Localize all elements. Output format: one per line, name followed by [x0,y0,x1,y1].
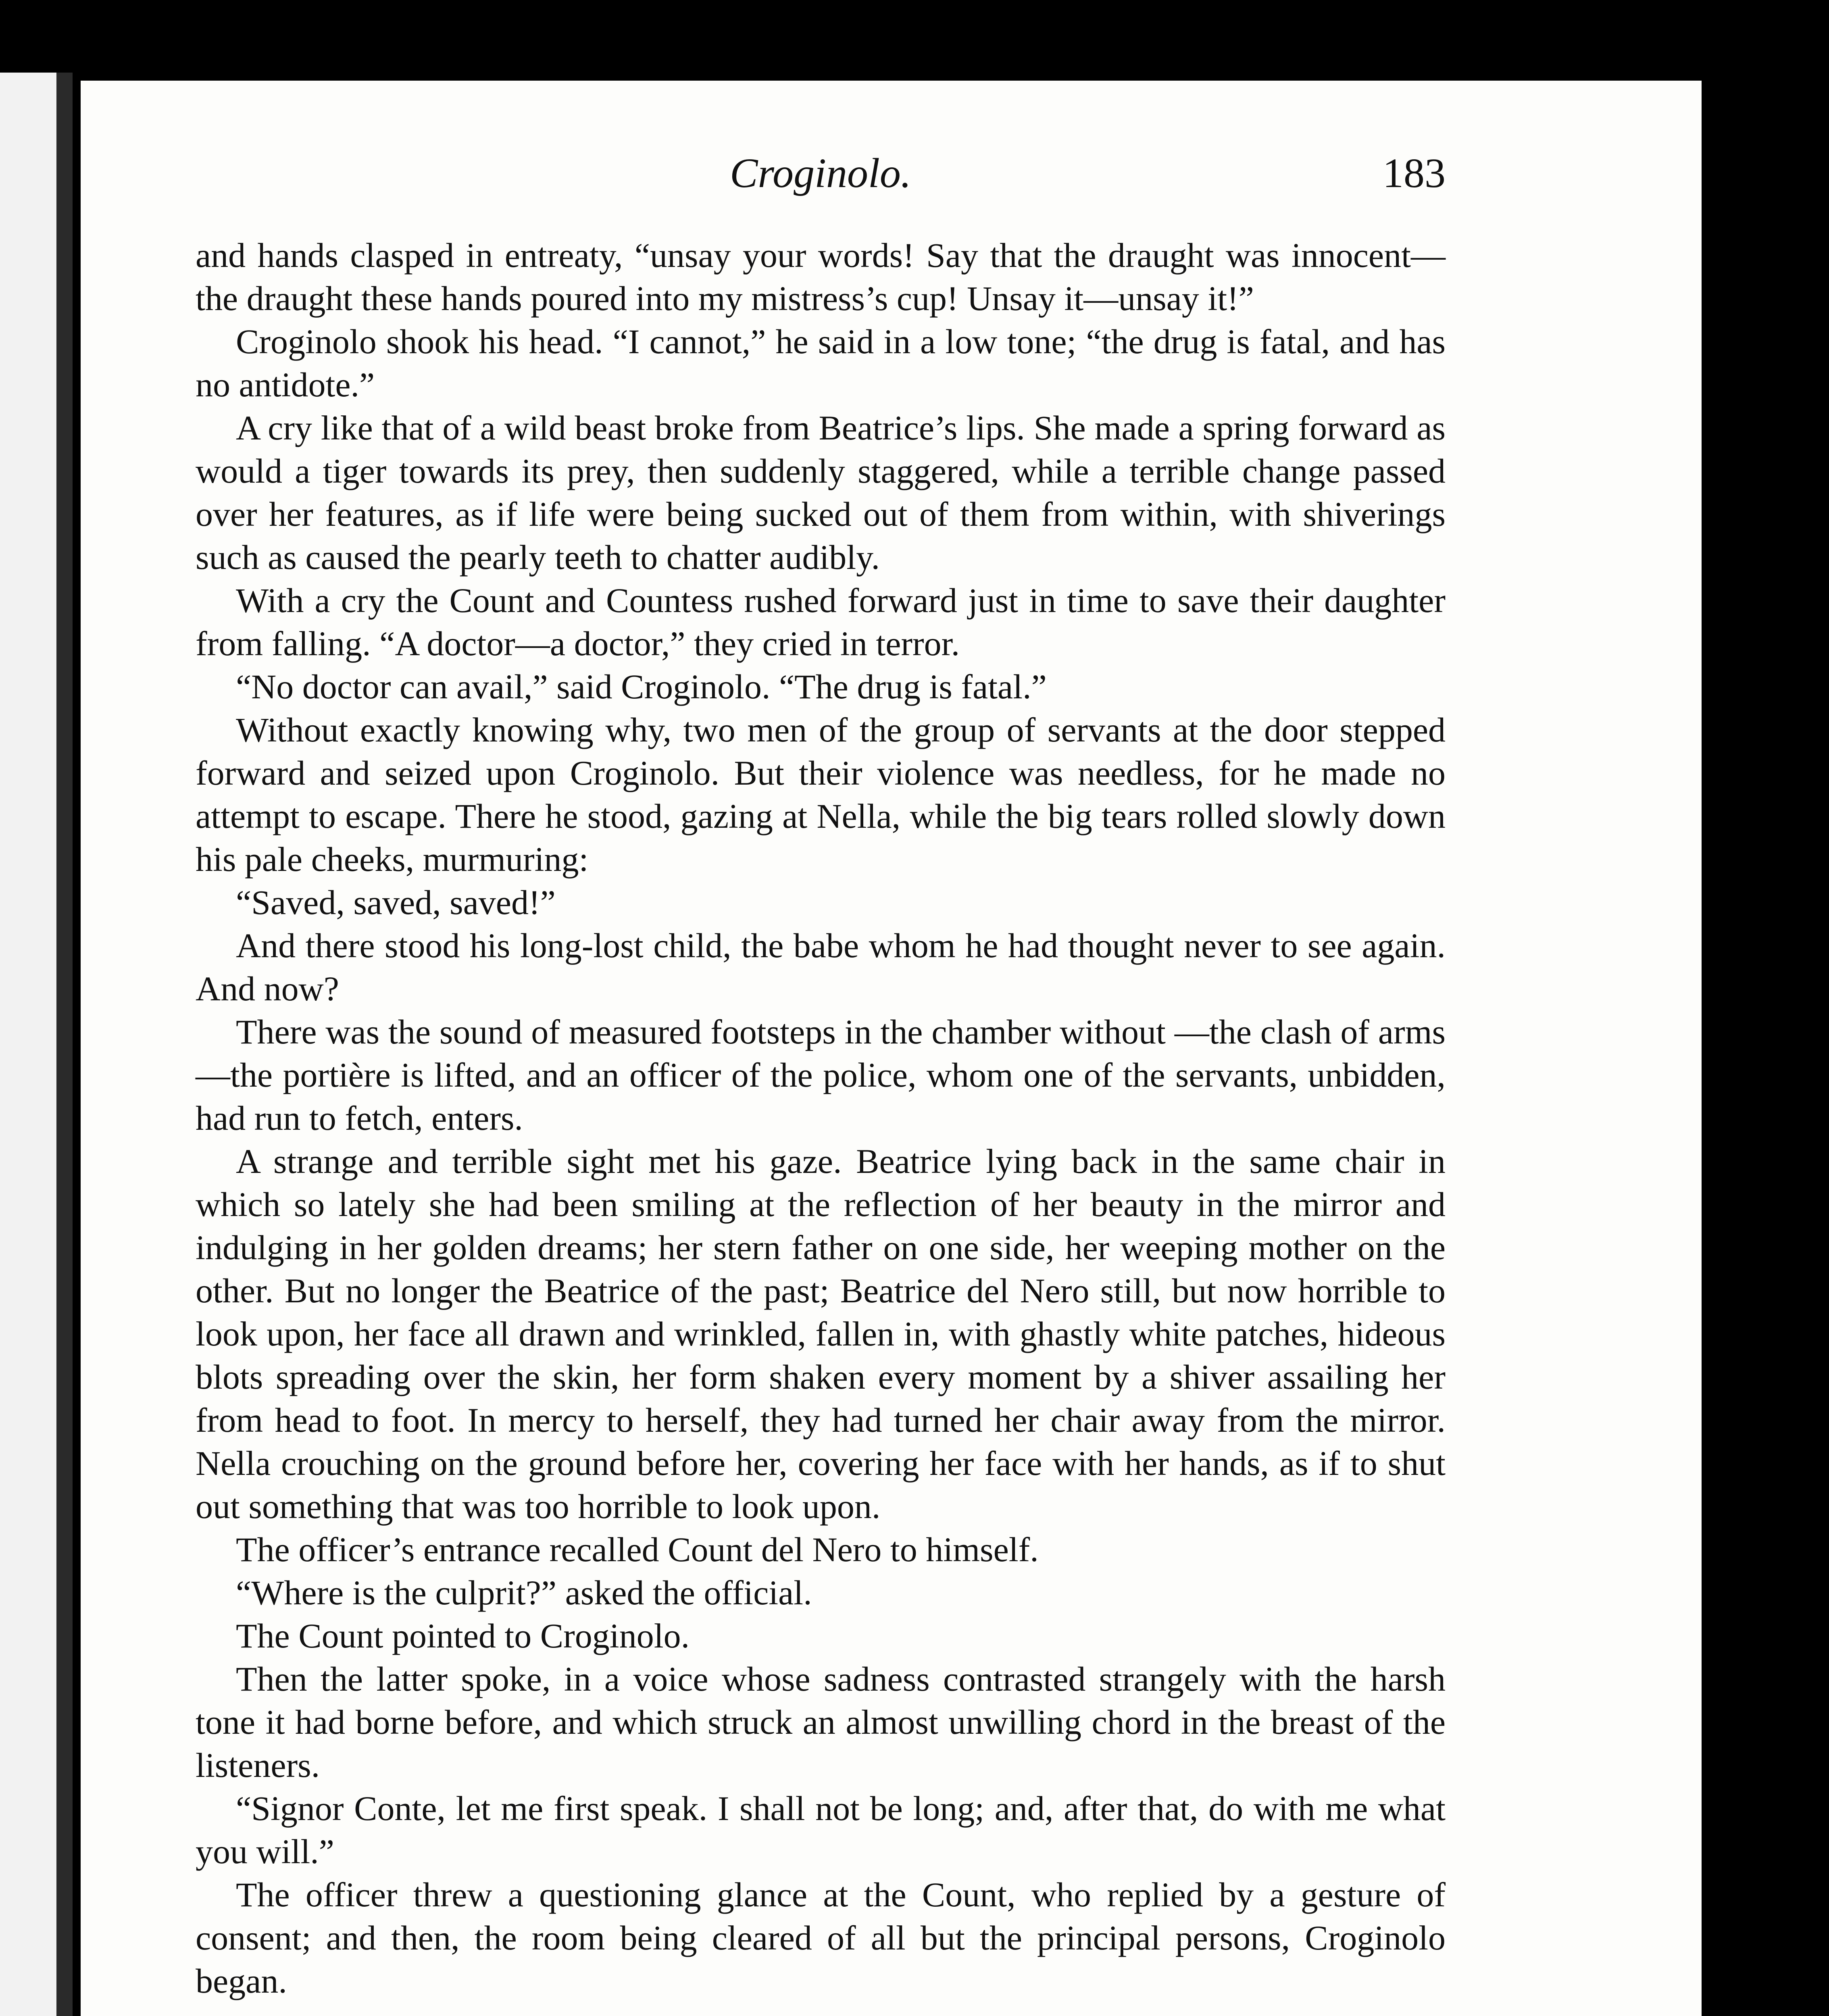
paragraph: “Signor Conte, let me first speak. I shall not be long; and, after that, do with me what you will.” [196,1789,1446,1871]
paragraph: “No doctor can avail,” said Croginolo. “The drug is fatal.” [236,667,1047,706]
facing-page-edge [0,73,56,2016]
paragraph: With a cry the Count and Countess rushed forward just in time to save their daughter from falling. “A doctor—a doctor,” they cried in terror. [196,581,1446,663]
paragraph: A cry like that of a wild beast broke from Beatrice’s lips. She made a spring forward as would a tiger towards its prey, then suddenly staggered, while a terrible change passed over her features, as if life were being sucked out of them from within, with shiverings such as caused the pearly teeth to chatter audibly. [196,408,1446,577]
paragraph: Croginolo shook his head. “I cannot,” he said in a low tone; “the drug is fatal, and has no antidote.” [196,322,1446,404]
paragraph: The Count pointed to Croginolo. [236,1616,690,1655]
page-number: 183 [1383,150,1446,196]
body-text [196,234,1446,2016]
page-header [196,149,1446,218]
paragraph: And there stood his long-lost child, the babe whom he had thought never to see again. And now? [196,926,1446,1008]
paragraph: “Where is the culprit?” asked the official. [236,1573,812,1612]
paragraph: The officer threw a questioning glance at the Count, who replied by a gesture of consent; and then, the room being cleared of all but the principal persons, Croginolo began. [196,1875,1446,2000]
book-spine [56,73,73,2016]
paragraph: A strange and terrible sight met his gaze. Beatrice lying back in the same chair in which so lately she had been smiling at the reflection of her beauty in the mirror and indulging in her golden dreams; her stern father on one side, her weeping mother on the other. But no longer the Beatrice of the past; Beatrice del Nero still, but now horrible to look upon, her face all drawn and wrinkled, fallen in, with ghastly white patches, hideous blots spreading over the skin, her form shaken every moment by a shiver assailing her from head to foot. In mercy to herself, they had turned her chair away from the mirror. Nella crouching on the ground before her, covering her face with her hands, as if to shut out something that was too horrible to look upon. [196,1142,1446,1526]
paragraph: Without exactly knowing why, two men of the group of servants at the door stepped forward and seized upon Croginolo. But their violence was needless, for he made no attempt to escape. There he stood, gazing at Nella, while the big tears rolled slowly down his pale cheeks, murmuring: [196,710,1446,879]
paragraph: The officer’s entrance recalled Count del Nero to himself. [236,1530,1039,1569]
running-title: Croginolo. [730,150,911,196]
paragraph: Then the latter spoke, in a voice whose sadness contrasted strangely with the harsh tone it had borne before, and which struck an almost unwilling chord in the breast of the listeners. [196,1660,1446,1785]
paragraph: There was the sound of measured footsteps in the chamber without —the clash of arms—the portière is lifted, and an officer of the police, whom one of the servants, unbidden, had run to fetch, enters. [196,1012,1446,1137]
paragraph: “Saved, saved, saved!” [236,883,556,922]
paragraph: and hands clasped in entreaty, “unsay your words! Say that the draught was innocent—the draught these hands poured into my mistress’s cup! Unsay it—unsay it!” [196,236,1446,318]
